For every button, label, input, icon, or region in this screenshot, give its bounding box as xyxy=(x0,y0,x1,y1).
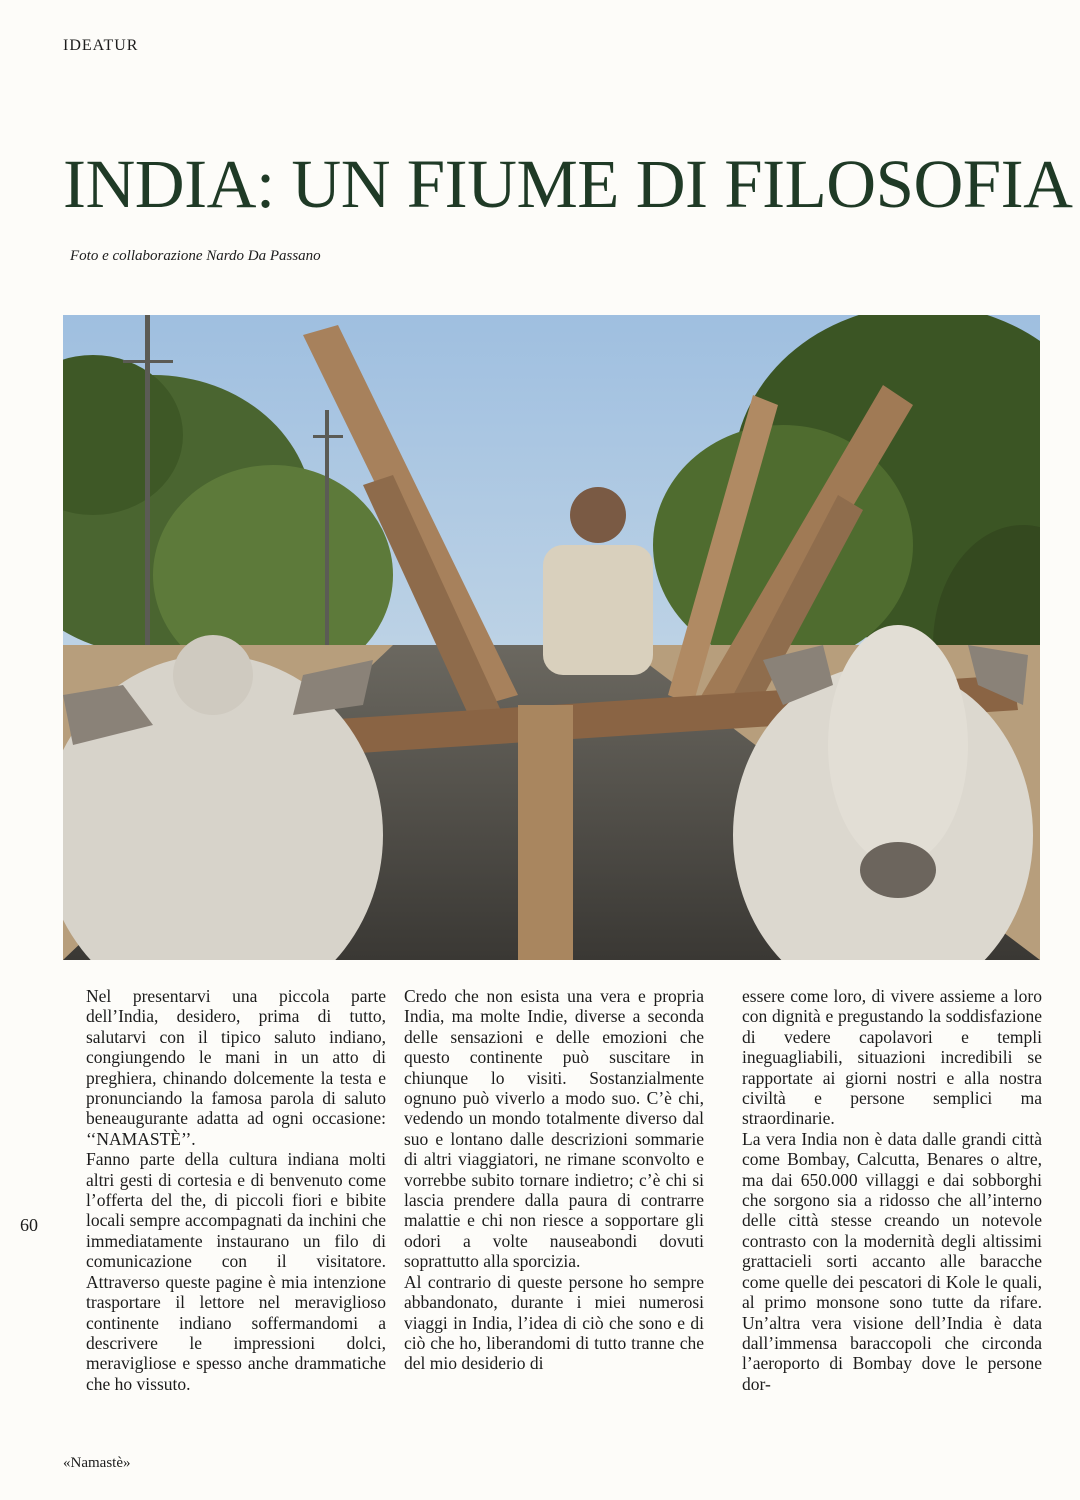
page-number: 60 xyxy=(20,1215,38,1235)
headline: INDIA: UN FIUME DI FILOSOFIA xyxy=(63,146,1073,222)
paragraph: essere come loro, di vivere assieme a loro con dignità e pregustando la soddisfazione di vedere capolavori e templi ineguagliabili, situazioni incredibili se rapportate ai giorni nostri e alla nostra civiltà e persone semplici ma straordinarie. xyxy=(742,986,1042,1129)
paragraph: Credo che non esista una vera e propria India, ma molte Indie, diverse a seconda delle sensazioni e delle emozioni che questo continente può suscitare in chiunque lo visiti. Sostanzialmente ognuno può viverlo a modo suo. C’è chi, vedendo un mondo totalmente diverso dal suo e lontano dalle descrizioni sommarie di altri viaggiatori, ne rimane sconvolto e vorrebbe subito tornare indietro; c’è chi si lascia prendere dalla paura di contrarre malattie e chi non riesce a sopportare gli odori a volte nauseabondi dovuti soprattutto alla sporcizia. xyxy=(404,986,704,1272)
column-1 xyxy=(86,986,386,1394)
photo-illustration xyxy=(63,315,1040,960)
paragraph: Al contrario di queste persone ho sempre abbandonato, durante i miei numerosi viaggi in India, l’idea di ciò che sono e di ciò che ho, liberandomi di tutto tranne che del mio desiderio di xyxy=(404,1271,704,1374)
byline: Foto e collaborazione Nardo Da Passano xyxy=(70,248,321,264)
photo-ox-cart xyxy=(63,315,1040,960)
footer-title: «Namastè» xyxy=(63,1455,131,1471)
paragraph: Fanno parte della cultura indiana molti altri gesti di cortesia e di benvenuto come l’offerta del the, di piccoli fiori e bibite locali sempre accompagnati da inchini che immediatamente instaurano un filo di comunicazione con il visitatore. Attraverso queste pagine è mia intenzione trasportare il lettore nel meraviglioso continente indiano soffermandomi a descrivere le impressioni dolci, meravigliose e spesso anche drammatiche che ho vissuto. xyxy=(86,1149,386,1394)
column-2 xyxy=(404,986,704,1374)
paragraph: La vera India non è data dalle grandi città come Bombay, Calcutta, Benares o altre, ma dai 650.000 villaggi e dai sobborghi che sorgono sia a ridosso che all’interno delle città stesse creando un notevole contrasto con la modernità degli altissimi grattacieli sorti accanto alle baracche come quelle dei pescatori di Kole le quali, al primo monsone sono tutte da rifare. Un’altra vera visione dell’India è data dall’immensa baraccopoli che circonda l’aeroporto di Bombay dove le persone dor- xyxy=(742,1128,1042,1394)
column-3 xyxy=(742,986,1042,1394)
section-label: IDEATUR xyxy=(63,37,139,54)
paragraph: Nel presentarvi una piccola parte dell’India, desidero, prima di tutto, salutarvi con il tipico saluto indiano, congiungendo le mani in un atto di preghiera, chinando dolcemente la testa e pronunciando la famosa parola di saluto beneaugurante adatta ad ogni occasione: ‘‘NAMASTÈ’’. xyxy=(86,986,386,1149)
